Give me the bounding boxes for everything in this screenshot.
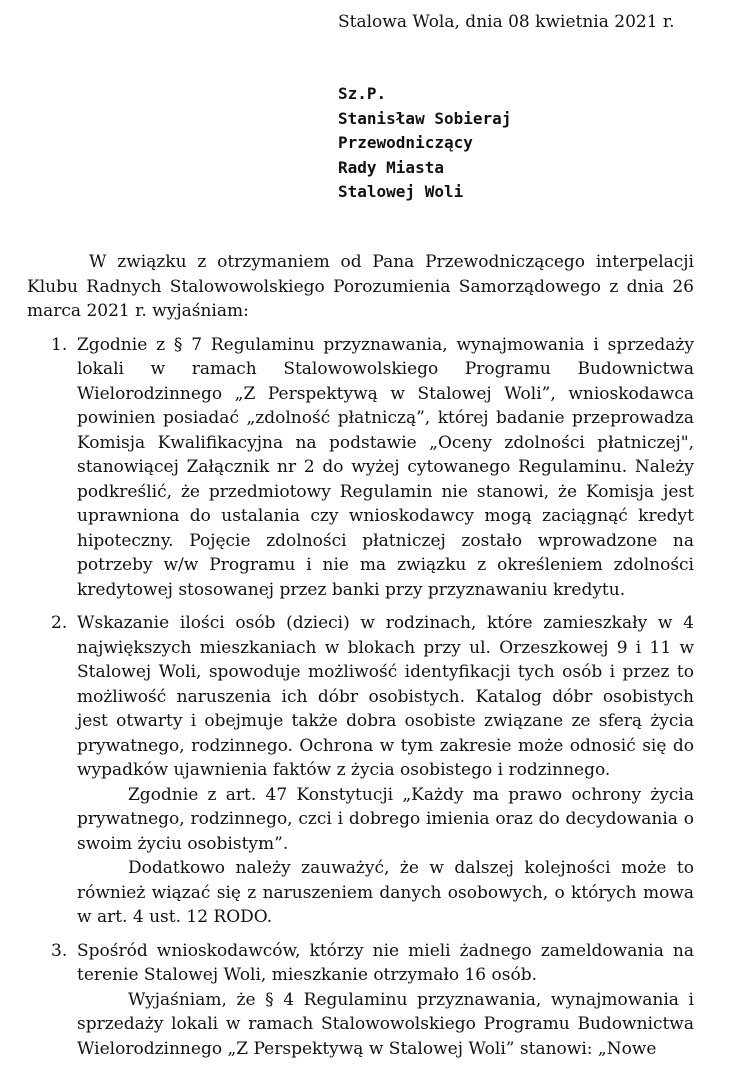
date-line: Stalowa Wola, dnia 08 kwietnia 2021 r. xyxy=(338,12,675,32)
list-item-paragraph: Spośród wnioskodawców, którzy nie mieli żadnego zameldowania na terenie Stalowej Woli, mieszkanie otrzymało 16 osób. xyxy=(77,940,694,985)
list-item xyxy=(27,333,694,603)
list-item-number: 1. xyxy=(51,334,68,355)
list-item xyxy=(27,611,694,930)
numbered-list xyxy=(27,333,694,1062)
list-item-paragraph: Wskazanie ilości osób (dzieci) w rodzinach, które zamieszkały w 4 największych mieszkaniach w blokach przy ul. Orzeszkowej 9 i 11 w Stalowej Woli, spowoduje możliwość identyfikacji tych osób i przez to możliwość naruszenia ich dóbr osobistych. Katalog dóbr osobistych jest otwarty i obejmuje także dobra osobiste związane ze sferą życia prywatnego, rodzinnego. Ochrona w tym zakresie może odnosić się do wypadków ujawnienia faktów z życia osobistego i rodzinnego. xyxy=(77,613,694,780)
list-item-number: 2. xyxy=(51,613,68,633)
list-item-paragraph: Zgodnie z § 7 Regulaminu przyznawania, wynajmowania i sprzedaży lokali w ramach Stalowowolskiego Programu Budownictwa Wielorodzinnego „Z Perspektywą w Stalowej Woli”, wnioskodawca powinien posiadać „zdolność płatniczą”, której badanie przeprowadza Komisja Kwalifikacyjna na podstawie „Oceny zdolności płatniczej", stanowiącej Załącznik nr 2 do wyżej cytowanego Regulaminu. Należy podkreślić, że przedmiotowy Regulamin nie stanowi, że Komisja jest uprawniona do ustalania czy wnioskodawcy mogą zaciągnąć kredyt hipoteczny. Pojęcie zdolności płatniczej zostało wprowadzone na potrzeby w/w Programu i nie ma związku z określeniem zdolności kredytowej stosowanej przez banki przy przyznawaniu kredytu. xyxy=(77,334,694,600)
addressee-name: Stanisław Sobieraj xyxy=(338,108,512,128)
list-item xyxy=(27,939,694,1062)
intro-paragraph: W związku z otrzymaniem od Pana Przewodniczącego interpelacji Klubu Radnych Stalowowolskiego Porozumienia Samorządowego z dnia 26 marca 2021 r. wyjaśniam: xyxy=(27,252,694,321)
addressee-institution: Rady Miasta xyxy=(338,157,444,177)
list-item-paragraph: Wyjaśniam, że § 4 Regulaminu przyznawania, wynajmowania i sprzedaży lokali w ramach Stalowowolskiego Programu Budownictwa Wielorodzinnego „Z Perspektywą w Stalowej Woli” stanowi: „Nowe xyxy=(77,989,694,1059)
list-item-paragraph: Zgodnie z art. 47 Konstytucji „Każdy ma prawo ochrony życia prywatnego, rodzinnego, czci i dobrego imienia oraz do decydowania o swoim życiu osobistym”. xyxy=(77,784,694,854)
list-item-paragraph: Dodatkowo należy zauważyć, że w dalszej kolejności może to również wiązać się z naruszeniem danych osobowych, o których mowa w art. 4 ust. 12 RODO. xyxy=(77,858,694,927)
addressee-city: Stalowej Woli xyxy=(338,182,464,201)
addressee-position: Przewodniczący xyxy=(338,133,473,152)
addressee-block xyxy=(338,82,511,205)
list-item-number: 3. xyxy=(51,940,68,961)
letter-body xyxy=(27,250,694,1070)
addressee-salutation: Sz.P. xyxy=(338,84,387,103)
